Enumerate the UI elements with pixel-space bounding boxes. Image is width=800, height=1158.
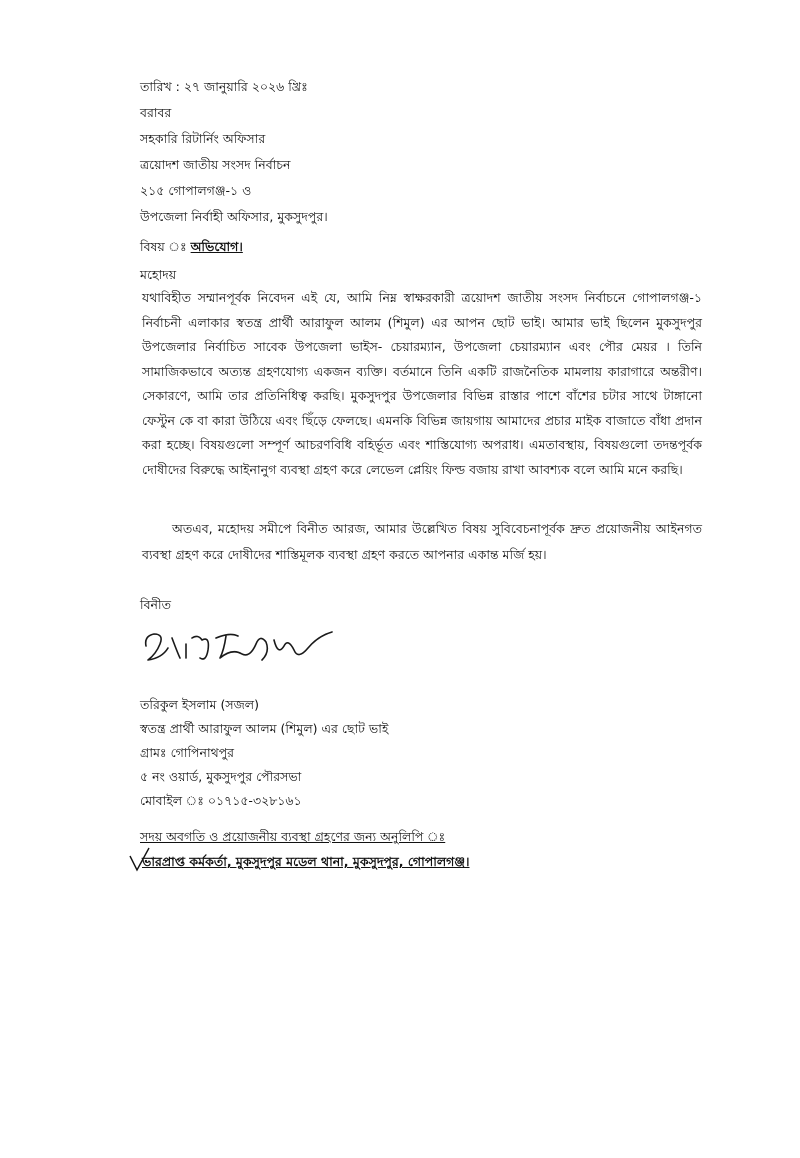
addressee-office: উপজেলা নির্বাহী অফিসার, মুকসুদপুর।	[140, 209, 328, 224]
sender-name: তরিকুল ইসলাম (সজল)	[140, 697, 259, 712]
sender-mobile: মোবাইল ঃ ০১৭১৫-৩২৮১৬১	[140, 793, 302, 808]
subject-line	[140, 236, 243, 258]
copy-recipient: ভারপ্রাপ্ত কর্মকর্তা, মুকসুদপুর মডেল থানা, মুকসুদপুর, গোপালগঞ্জ।	[142, 854, 470, 869]
subject-label: বিষয় ঃ	[140, 239, 187, 254]
addressee-designation: সহকারি রিটার্নিং অফিসার	[140, 131, 266, 146]
body-paragraph-2: অতএব, মহোদয় সমীপে বিনীত আরজ, আমার উল্লেখিত বিষয় সুবিবেচনাপূর্বক দ্রুত প্রয়োজনীয় আইনগত ব্যবস্থা গ্রহণ করে দোষীদের শাস্তিমূলক ব্যবস্থা গ্রহণ করতে আপনার একান্ত মর্জি হয়।	[142, 521, 702, 562]
sender-relation: স্বতন্ত্র প্রার্থী আরাফুল আলম (শিমুল) এর ছোট ভাই	[140, 721, 389, 736]
closing: বিনীত	[140, 597, 171, 612]
sender-ward: ৫ নং ওয়ার্ড, মুকসুদপুর পৌরসভা	[140, 769, 302, 784]
addressee-constituency: ২১৫ গোপালগঞ্জ-১ ও	[140, 183, 252, 198]
subject-value: অভিযোগ।	[190, 239, 243, 254]
body-paragraph-1: যথাবিহীত সম্মানপূর্বক নিবেদন এই যে, আমি নিম্ন স্বাক্ষরকারী ত্রয়োদশ জাতীয় সংসদ নির্বাচনে গোপালগঞ্জ-১ নির্বাচনী এলাকার স্বতন্ত্র প্রার্থী আরাফুল আলম (শিমুল) এর আপন ছোট ভাই। আমার ভাই ছিলেন মুকসুদপুর উপজেলার নির্বাচিত সাবেক উপজেলা ভাইস- চেয়ারম্যান, উপজেলা চেয়ারম্যান এবং পৌর মেয়র । তিনি সামাজিকভাবে অত্যন্ত গ্রহণযোগ্য একজন ব্যক্তি। বর্তমানে তিনি একটি রাজনৈতিক মামলায় কারাগারে অন্তরীণ। সেকারণে, আমি তার প্রতিনিধিত্ব করছি। মুকসুদপুর উপজেলার বিভিন্ন রাস্তার পাশে বাঁশের চটার সাথে টাঙ্গানো ফেস্টুন কে বা কারা উঠিয়ে এবং ছিঁড়ে ফেলছে। এমনকি বিভিন্ন জায়গায় আমাদের প্রচার মাইক বাজাতে বাঁধা প্রদান করা হচ্ছে। বিষয়গুলো সম্পূর্ণ আচরণবিধি বহির্ভূত এবং শাস্তিযোগ্য অপরাধ। এমতাবস্থায়, বিষয়গুলো তদন্তপূর্বক দোষীদের বিরুদ্ধে আইনানুগ ব্যবস্থা গ্রহণ করে লেভেল প্লেয়িং ফিল্ড বজায় রাখা আবশ্যক বলে আমি মনে করছি।	[142, 290, 702, 477]
addressee-election: ত্রয়োদশ জাতীয় সংসদ নির্বাচন	[140, 157, 291, 172]
greeting: মহোদয়	[140, 267, 177, 282]
date-line: তারিখ : ২৭ জানুয়ারি ২০২৬ খ্রিঃ	[140, 79, 308, 94]
sender-village: গ্রামঃ গোপিনাথপুর	[140, 745, 235, 760]
addressee-to: বরাবর	[140, 105, 172, 120]
signature	[138, 624, 338, 684]
copy-heading: সদয় অবগতি ও প্রয়োজনীয় ব্যবস্থা গ্রহণের জন্য অনুলিপি ঃ	[140, 829, 446, 844]
